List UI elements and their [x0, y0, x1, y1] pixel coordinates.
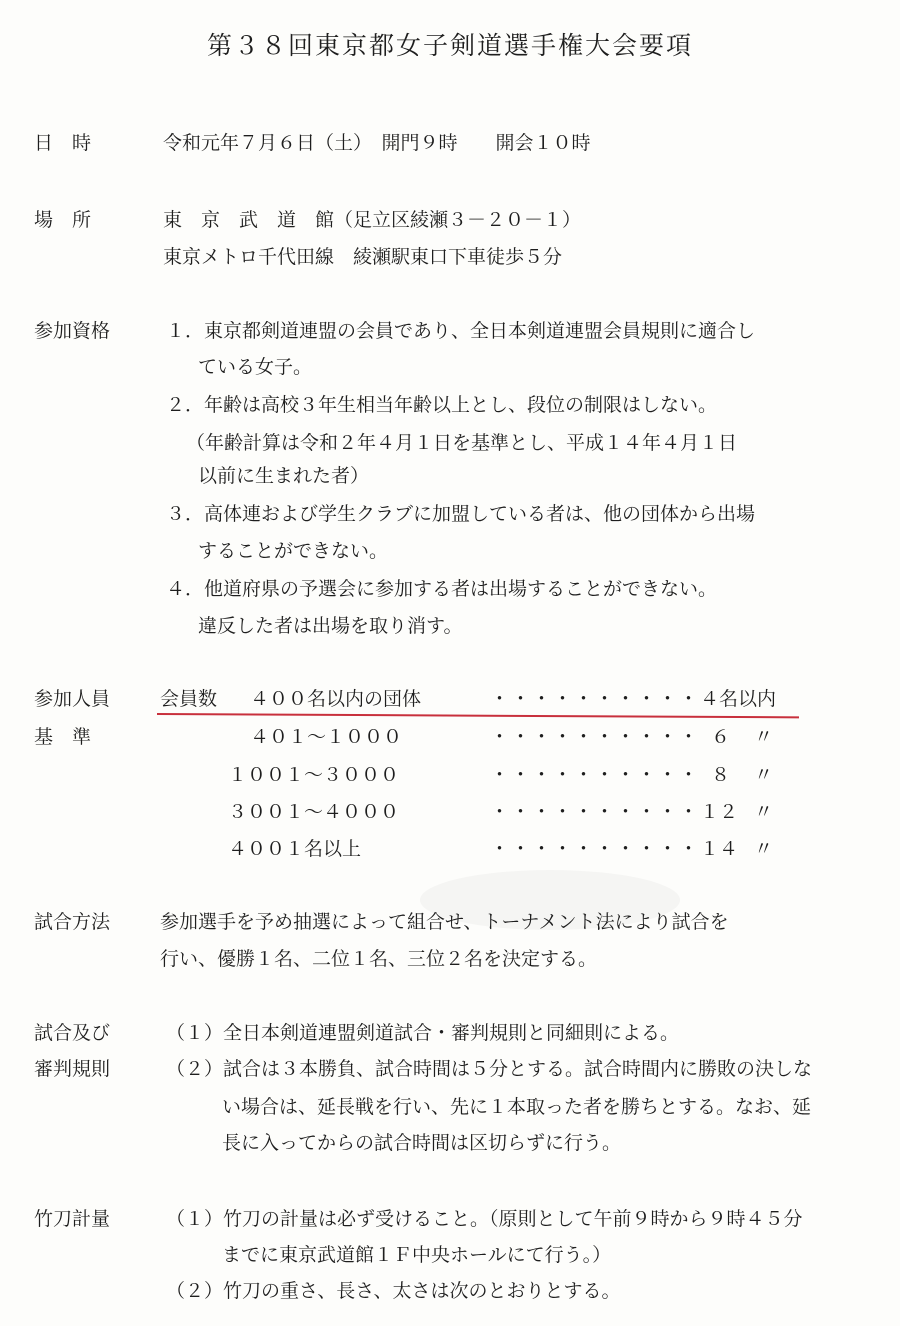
quota-prefix: 会員数	[160, 688, 218, 710]
eligibility-line: １．東京都剣道連盟の会員であり、全日本剣道連盟会員規則に適合し	[166, 320, 756, 342]
quota-leader-dots: ・・・・・・・・・・	[490, 726, 701, 748]
quota-count: ６	[710, 726, 730, 748]
eligibility-line: 違反した者は出場を取り消す。	[198, 615, 463, 637]
page-title: 第３８回東京都女子剣道選手権大会要項	[206, 31, 693, 60]
quota-leader-dots: ・・・・・・・・・・	[490, 764, 701, 786]
match-method-label: 試合方法	[34, 911, 111, 933]
quota-count: １４	[700, 838, 739, 860]
rules-line: （２）試合は３本勝負、試合時間は５分とする。試合時間内に勝敗の決しな	[166, 1058, 813, 1080]
shinai-label: 竹刀計量	[34, 1208, 111, 1230]
eligibility-line: ３．高体連および学生クラブに加盟している者は、他の団体から出場	[166, 503, 756, 525]
eligibility-line: （年齢計算は令和２年４月１日を基準とし、平成１４年４月１日	[186, 432, 738, 454]
quota-row	[228, 760, 773, 787]
ditto-mark: 〃	[754, 801, 774, 823]
rules-label-2: 審判規則	[34, 1058, 111, 1080]
quota-count: １２	[700, 801, 739, 823]
place-address: 東 京 武 道 館（足立区綾瀬３－２０－１）	[163, 209, 582, 231]
match-method-line: 参加選手を予め抽選によって組合せ、トーナメント法により試合を	[160, 911, 729, 933]
quota-row	[250, 684, 776, 711]
ditto-mark: 〃	[754, 838, 774, 860]
quota-category: ３００１～４０００	[228, 801, 400, 823]
quota-count: ８	[710, 764, 730, 786]
eligibility-line: することができない。	[198, 540, 389, 562]
red-underline	[157, 713, 799, 718]
quota-category: ４００名以内の団体	[250, 688, 422, 710]
ditto-mark: 〃	[754, 726, 774, 748]
quota-row	[228, 797, 773, 824]
quota-label: 参加人員	[34, 688, 111, 710]
shinai-line: （２）竹刀の重さ、長さ、太さは次のとおりとする。	[166, 1280, 621, 1302]
eligibility-line: ２．年齢は高校３年生相当年齢以上とし、段位の制限はしない。	[166, 394, 718, 416]
quota-leader-dots: ・・・・・・・・・・	[490, 838, 701, 860]
quota-category: ４００１名以上	[228, 838, 362, 860]
rules-line: い場合は、延長戦を行い、先に１本取った者を勝ちとする。なお、延	[222, 1096, 812, 1118]
date-label: 日 時	[34, 132, 92, 154]
rules-line: （１）全日本剣道連盟剣道試合・審判規則と同細則による。	[166, 1022, 680, 1044]
place-label: 場 所	[34, 209, 92, 231]
quota-leader-dots: ・・・・・・・・・・	[490, 801, 701, 823]
eligibility-line: 以前に生まれた者）	[198, 465, 370, 487]
eligibility-line: ４．他道府県の予選会に参加する者は出場することができない。	[166, 578, 718, 600]
place-access: 東京メトロ千代田線 綾瀬駅東口下車徒歩５分	[163, 246, 563, 268]
ditto-mark: 〃	[754, 764, 774, 786]
match-method-line: 行い、優勝１名、二位１名、三位２名を決定する。	[160, 948, 598, 970]
rules-label: 試合及び	[34, 1022, 111, 1044]
quota-category: ４０１～１０００	[250, 726, 403, 748]
shinai-line: までに東京武道館１Ｆ中央ホールにて行う。）	[222, 1244, 612, 1266]
quota-category: １００１～３０００	[228, 764, 400, 786]
quota-leader-dots: ・・・・・・・・・・	[490, 688, 701, 710]
eligibility-line: ている女子。	[198, 356, 313, 378]
quota-count: ４名以内	[700, 688, 777, 710]
eligibility-label: 参加資格	[34, 320, 111, 342]
quota-row	[228, 834, 773, 861]
rules-line: 長に入ってからの試合時間は区切らずに行う。	[222, 1132, 622, 1154]
date-value: 令和元年７月６日（土） 開門９時 開会１０時	[163, 132, 591, 154]
quota-label-2: 基 準	[34, 726, 92, 748]
shinai-line: （１）竹刀の計量は必ず受けること。（原則として午前９時から９時４５分	[166, 1208, 803, 1230]
quota-row	[250, 722, 773, 749]
